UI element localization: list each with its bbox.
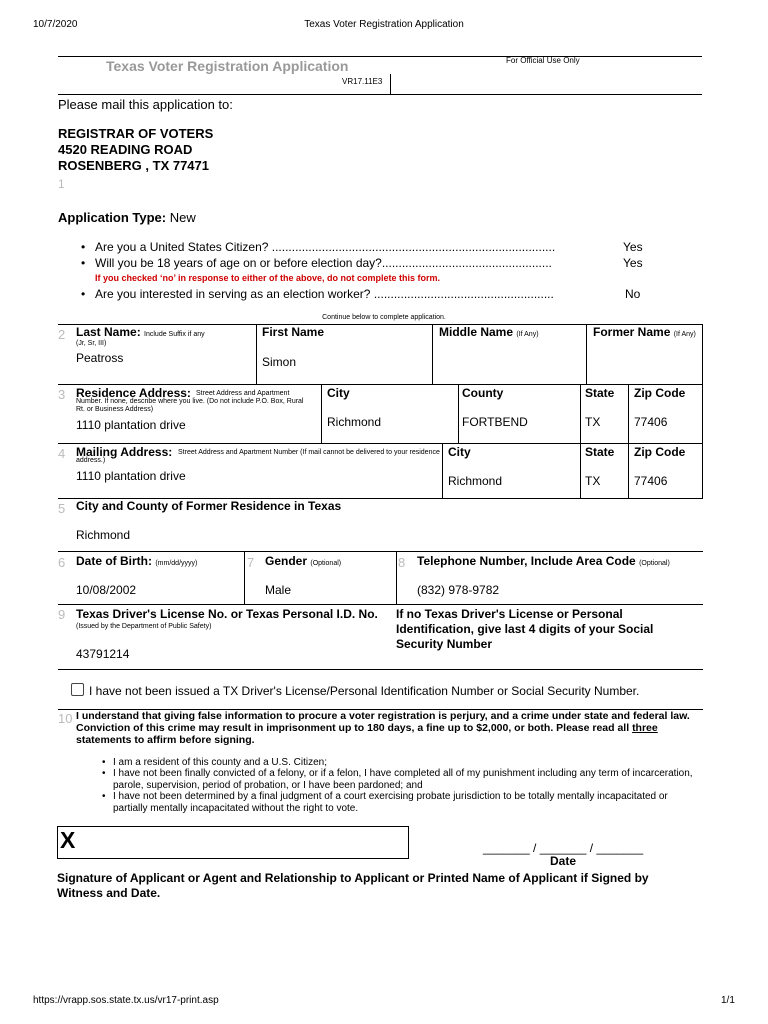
registrar-line: 4520 READING ROAD — [58, 142, 193, 157]
former-residence-value: Richmond — [76, 528, 131, 542]
cell-divider — [256, 324, 257, 384]
registrar-line: REGISTRAR OF VOTERS — [58, 126, 214, 141]
date-label: Date — [550, 854, 577, 868]
last-name-value: Peatross — [76, 351, 124, 365]
license-label: Texas Driver's License No. or Texas Personal I.D. No. — [76, 607, 378, 621]
telephone-value: (832) 978-9782 — [417, 583, 500, 597]
cell-divider — [432, 324, 433, 384]
mailing-zip-label: Zip Code — [634, 445, 686, 459]
former-name-label: Former Name (If Any) — [593, 325, 696, 339]
print-date: 10/7/2020 — [33, 19, 78, 30]
affirmation-item: • I have not been determined by a final judgment of a court exercising probate jurisdiction to be totally mentally incapacitated or partially mentally incapacitated without the right to vote. — [113, 791, 703, 815]
section-number: 5 — [58, 501, 66, 516]
section-number: 2 — [58, 327, 66, 342]
section-rule — [58, 551, 703, 552]
mailing-address-sub: Street Address and Apartment Number (If mail cannot be delivered to your residence address.) — [76, 449, 440, 464]
telephone-label: Telephone Number, Include Area Code (Optional) — [417, 554, 670, 568]
cell-divider — [586, 324, 587, 384]
middle-name-label: Middle Name (If Any) — [439, 325, 539, 339]
residence-zip-label: Zip Code — [634, 386, 686, 400]
license-sub: (Issued by the Department of Public Safety) — [76, 623, 212, 630]
dob-value: 10/08/2002 — [76, 583, 137, 597]
cell-divider — [628, 384, 629, 443]
answer-age: Yes — [623, 256, 643, 270]
residence-zip-value: 77406 — [634, 415, 668, 429]
last-name-label: Last Name: Include Suffix if any — [76, 325, 205, 339]
affirmation-item: • I have not been finally convicted of a felony, or if a felon, I have completed all of my punishment including any term of incarceration, parole, supervision, period of probation, or I have been pardoned; and — [113, 768, 703, 792]
section-rule — [58, 604, 703, 605]
residence-city-value: Richmond — [327, 415, 382, 429]
section-rule — [58, 669, 703, 670]
section-number: 9 — [58, 607, 66, 622]
mailing-zip-value: 77406 — [634, 474, 668, 488]
last-name-sub: (Jr, Sr, III) — [76, 340, 107, 347]
continue-note: Continue below to complete application. — [322, 314, 446, 321]
residence-city-label: City — [327, 386, 350, 400]
section-rule — [58, 384, 703, 385]
mailing-city-value: Richmond — [448, 474, 503, 488]
official-use: For Official Use Only — [506, 56, 580, 65]
section-number: 1 — [58, 177, 65, 191]
cell-divider — [396, 551, 397, 604]
header-bottom-rule — [58, 94, 702, 95]
residence-address-sub: Street Address and Apartment Number. If none, describe where you live. (Do not include P.O. Box, Rural Rt. or Business Address) — [76, 390, 304, 413]
county-value: FORTBEND — [462, 415, 528, 429]
cell-divider — [321, 384, 322, 443]
signature-box[interactable] — [57, 826, 409, 859]
section-number: 10 — [58, 711, 73, 726]
form-code: VR17.11E3 — [342, 77, 383, 86]
residence-state-value: TX — [585, 415, 601, 429]
application-type-value: New — [169, 210, 196, 225]
residence-address-label: Residence Address: — [76, 386, 191, 400]
gender-value: Male — [265, 583, 292, 597]
answer-election-worker: No — [625, 287, 641, 301]
mailing-state-value: TX — [585, 474, 601, 488]
cell-divider — [628, 443, 629, 498]
answer-citizen: Yes — [623, 240, 643, 254]
residence-address-value: 1110 plantation drive — [76, 418, 186, 432]
section-number: 4 — [58, 446, 66, 461]
section-rule — [58, 443, 703, 444]
right-border — [702, 324, 703, 384]
cell-divider — [458, 384, 459, 443]
question-age: • Will you be 18 years of age on or before election day?................................................... — [95, 256, 552, 270]
section-number: 6 — [58, 555, 66, 570]
right-border — [702, 384, 703, 443]
county-label: County — [462, 386, 504, 400]
cell-divider — [580, 384, 581, 443]
footer-page: 1/1 — [721, 995, 735, 1006]
first-name-value: Simon — [262, 355, 297, 369]
no-id-checkbox[interactable] — [71, 683, 84, 696]
print-title: Texas Voter Registration Application — [304, 19, 464, 30]
mailing-address-value: 1110 plantation drive — [76, 469, 186, 483]
mailing-state-label: State — [585, 445, 615, 459]
perjury-statement: I understand that giving false information to procure a voter registration is perjury, and a crime under state and federal law. Conviction of this crime may result in imprisonment up to 180 days, a fine up to $2,000, or both. Please read all three statements to affirm before signing. — [76, 710, 690, 746]
gender-label: Gender (Optional) — [265, 554, 342, 568]
warning-text: If you checked ‘no’ in response to either of the above, do not complete this form. — [95, 273, 441, 283]
application-type — [58, 210, 196, 225]
registrar-line: ROSENBERG , TX 77471 — [58, 158, 209, 173]
signature-caption: Signature of Applicant or Agent and Relationship to Applicant or Printed Name of Applicant if Signed by Witness and Date. — [57, 871, 649, 900]
question-citizen: • Are you a United States Citizen? ..................................................................................... — [95, 240, 555, 254]
application-type-label: Application Type: — [58, 210, 167, 225]
no-id-checkbox-label: I have not been issued a TX Driver's License/Personal Identification Number or Social Security Number. — [89, 684, 640, 698]
former-residence-label: City and County of Former Residence in Texas — [76, 499, 342, 513]
section-number: 8 — [398, 555, 406, 570]
mail-to-label: Please mail this application to: — [58, 97, 233, 112]
license-value: 43791214 — [76, 647, 130, 661]
mailing-address-label: Mailing Address: — [76, 445, 173, 459]
form-title: Texas Voter Registration Application — [106, 58, 349, 74]
affirmation-item: • I am a resident of this county and a U.S. Citizen; — [113, 757, 703, 769]
section-number: 7 — [247, 555, 255, 570]
question-election-worker: • Are you interested in serving as an election worker? ...................................................... — [95, 287, 554, 301]
right-border — [702, 443, 703, 498]
header-top-rule — [58, 56, 702, 57]
cell-divider — [580, 443, 581, 498]
mailing-city-label: City — [448, 445, 471, 459]
registrar-address — [58, 126, 213, 174]
footer-url: https://vrapp.sos.state.tx.us/vr17-print.asp — [33, 995, 219, 1006]
cell-divider — [442, 443, 443, 498]
date-blanks: _______ / _______ / _______ — [483, 841, 644, 855]
section-number: 3 — [58, 387, 66, 402]
dob-label: Date of Birth: (mm/dd/yyyy) — [76, 554, 198, 568]
signature-mark: X — [60, 827, 76, 853]
ssn-label: If no Texas Driver's License or Personal Identification, give last 4 digits of your Social Security Number — [396, 607, 654, 651]
first-name-label: First Name — [262, 325, 325, 339]
header-divider — [390, 74, 391, 94]
residence-state-label: State — [585, 386, 615, 400]
cell-divider — [244, 551, 245, 604]
